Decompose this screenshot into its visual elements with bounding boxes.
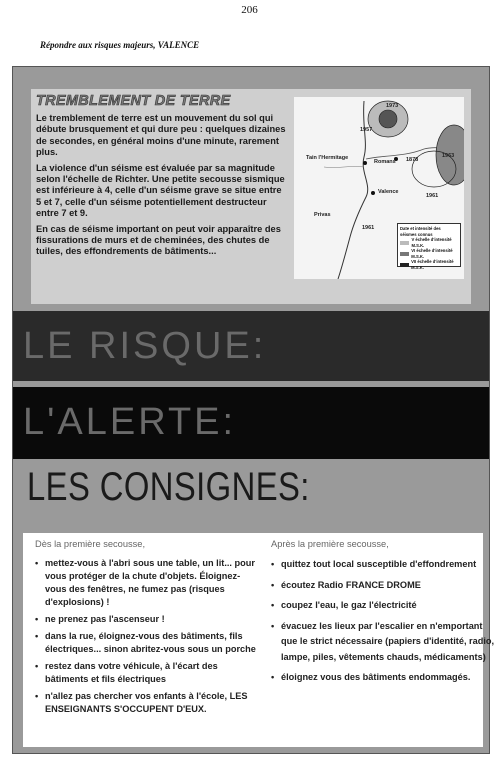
map-place-label: Tain l'Hermitage bbox=[306, 155, 349, 161]
during-list bbox=[35, 557, 260, 716]
legend-swatch bbox=[400, 263, 409, 267]
instructions-title: LES CONSIGNES: bbox=[27, 465, 310, 509]
alert-heading: L'ALERTE: bbox=[23, 401, 237, 443]
list-item: • n'allez pas chercher vos enfants à l'école, LES ENSEIGNANTS S'OCCUPENT D'EUX. bbox=[35, 690, 260, 716]
map-place-label: Privas bbox=[314, 212, 331, 218]
after-heading: Après la première secousse, bbox=[271, 539, 389, 549]
running-head: Répondre aux risques majeurs, VALENCE bbox=[40, 40, 200, 50]
list-item: • éloignez vous des bâtiments endommagés. bbox=[271, 670, 496, 686]
map-year-label: 1973 bbox=[386, 103, 399, 109]
during-heading: Dès la première secousse, bbox=[35, 539, 146, 549]
legend-title: Date et intensité des séismes connus bbox=[400, 226, 441, 237]
legend-row bbox=[400, 259, 458, 270]
risk-band bbox=[13, 311, 489, 381]
legend-label: VII échelle d'intensité M.S.K. bbox=[411, 259, 454, 270]
alert-band bbox=[13, 387, 489, 459]
earthquake-panel bbox=[31, 89, 471, 304]
earthquake-title: TREMBLEMENT DE TERRE bbox=[36, 93, 231, 109]
instructions-box bbox=[23, 533, 495, 747]
list-item: • coupez l'eau, le gaz l'électricité bbox=[271, 598, 496, 614]
list-item: • écoutez Radio FRANCE DROME bbox=[271, 578, 496, 594]
legend-row bbox=[400, 237, 458, 248]
list-item: • mettez-vous à l'abri sous une table, un lit... pour vous protéger de la chute d'objets. Éloignez-vous des fenêtres, ne fumez pas (risques d'explosions) ! bbox=[35, 557, 260, 609]
list-item: • ne prenez pas l'ascenseur ! bbox=[35, 613, 260, 626]
earthquake-paragraph: Le tremblement de terre est un mouvement du sol qui débute brusquement et qui dure peu : quelques dizaines de secondes, en général moins d'une minute, rarement plus. bbox=[36, 113, 286, 158]
map-year-label: 1878 bbox=[406, 157, 419, 163]
map-year-label: 1961 bbox=[362, 225, 375, 231]
legend-swatch bbox=[400, 241, 409, 245]
after-list bbox=[271, 557, 496, 686]
map-place-label: Valence bbox=[378, 189, 399, 195]
risk-heading: LE RISQUE: bbox=[23, 325, 267, 367]
map-year-label: 1961 bbox=[426, 193, 439, 199]
legend-swatch bbox=[400, 252, 409, 256]
map-year-label: 1957 bbox=[360, 127, 373, 133]
list-item: • évacuez les lieux par l'escalier en n'emportant que le strict nécessaire (papiers d'identité, radio, lampe, piles, vêtements chauds, médicaments) bbox=[271, 619, 496, 666]
map-year-label: 1963 bbox=[442, 153, 455, 159]
earthquake-description bbox=[36, 113, 288, 262]
legend-label: VI échelle d'intensité M.S.K. bbox=[411, 248, 453, 259]
map-place-label: Romans bbox=[374, 159, 396, 165]
legend-label: V échelle d'intensité M.S.K. bbox=[411, 237, 452, 248]
legend-row bbox=[400, 248, 458, 259]
poster bbox=[12, 66, 495, 754]
map-legend bbox=[397, 223, 461, 270]
page-number: 206 bbox=[241, 4, 258, 16]
seismic-map bbox=[294, 97, 464, 279]
earthquake-paragraph: La violence d'un séisme est évaluée par sa magnitude selon l'échelle de Richter. Une petite secousse sismique est inférieure à 4, celle d'un séisme grave se situe entre 5 et 7, celle d'un séisme potentiellement destructeur entre 7 et 9. bbox=[36, 162, 285, 219]
after-column bbox=[271, 539, 496, 691]
list-item: • dans la rue, éloignez-vous des bâtiments, fils électriques... sinon abritez-vous sous un porche bbox=[35, 630, 260, 656]
earthquake-paragraph: En cas de séisme important on peut voir apparaître des fissurations de murs et de cheminées, des chutes de tuiles, des effondrements de bâtiments... bbox=[36, 223, 281, 257]
list-item: • restez dans votre véhicule, à l'écart des bâtiments et fils électriques bbox=[35, 660, 260, 686]
during-column bbox=[35, 539, 260, 720]
list-item: • quittez tout local susceptible d'effondrement bbox=[271, 557, 496, 573]
